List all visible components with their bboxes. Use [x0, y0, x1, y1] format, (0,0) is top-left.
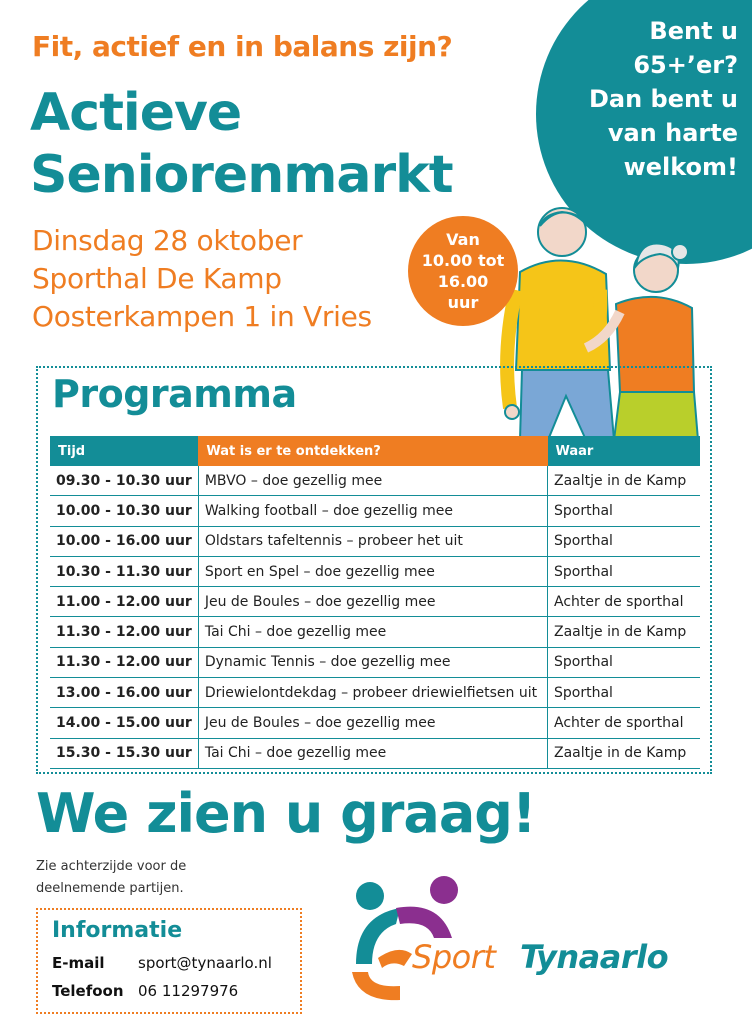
row-location: Achter de sporthal	[548, 587, 701, 617]
row-time: 15.30 - 15.30 uur	[50, 738, 198, 768]
row-time: 10.00 - 10.30 uur	[50, 496, 198, 526]
welcome-line-2: 65+’er?	[633, 51, 738, 79]
table-row	[50, 738, 700, 768]
row-location: Zaaltje in de Kamp	[548, 738, 701, 768]
info-title: Informatie	[52, 918, 183, 943]
row-activity: MBVO – doe gezellig mee	[198, 466, 547, 496]
slogan: We zien u graag!	[36, 782, 536, 845]
table-row	[50, 556, 700, 586]
table-row	[50, 587, 700, 617]
event-venue: Sporthal De Kamp	[32, 262, 282, 295]
table-row	[50, 496, 700, 526]
row-location: Sporthal	[548, 526, 701, 556]
row-time: 10.00 - 16.00 uur	[50, 526, 198, 556]
table-row	[50, 678, 700, 708]
column-header-time: Tijd	[50, 436, 198, 466]
row-time: 11.30 - 12.00 uur	[50, 647, 198, 677]
column-header-location: Waar	[548, 436, 701, 466]
row-location: Sporthal	[548, 647, 701, 677]
row-time: 10.30 - 11.30 uur	[50, 556, 198, 586]
row-location: Zaaltje in de Kamp	[548, 466, 701, 496]
welcome-line-3: Dan bent u	[588, 85, 738, 113]
event-kicker: Fit, actief en in balans zijn?	[32, 30, 453, 63]
row-location: Zaaltje in de Kamp	[548, 617, 701, 647]
time-badge	[408, 216, 518, 326]
row-activity: Tai Chi – doe gezellig mee	[198, 738, 547, 768]
time-badge-text: Van 10.00 tot 16.00 uur	[421, 230, 505, 312]
welcome-line-4: van harte	[607, 119, 738, 147]
welcome-line-1: Bent u	[649, 17, 738, 45]
phone-label: Telefoon	[52, 982, 124, 1000]
table-row	[50, 466, 700, 496]
event-date: Dinsdag 28 oktober	[32, 224, 303, 257]
email-label: E-mail	[52, 954, 105, 972]
row-activity: Dynamic Tennis – doe gezellig mee	[198, 647, 547, 677]
column-header-activity: Wat is er te ontdekken?	[198, 436, 547, 466]
table-row	[50, 526, 700, 556]
program-title: Programma	[52, 372, 297, 416]
row-time: 14.00 - 15.00 uur	[50, 708, 198, 738]
welcome-message	[560, 14, 738, 184]
row-location: Sporthal	[548, 678, 701, 708]
row-activity: Sport en Spel – doe gezellig mee	[198, 556, 547, 586]
row-activity: Jeu de Boules – doe gezellig mee	[198, 708, 547, 738]
row-time: 11.30 - 12.00 uur	[50, 617, 198, 647]
event-title	[30, 82, 453, 206]
table-row	[50, 617, 700, 647]
event-address: Oosterkampen 1 in Vries	[32, 300, 372, 333]
program-table	[50, 436, 700, 769]
row-time: 13.00 - 16.00 uur	[50, 678, 198, 708]
event-details	[32, 222, 372, 336]
row-activity: Oldstars tafeltennis – probeer het uit	[198, 526, 547, 556]
row-time: 11.00 - 12.00 uur	[50, 587, 198, 617]
table-row	[50, 647, 700, 677]
event-title-line-1: Actieve	[30, 83, 242, 143]
row-activity: Walking football – doe gezellig mee	[198, 496, 547, 526]
program-table-header	[50, 436, 700, 466]
row-activity: Driewielontdekdag – probeer driewielfietsen uit	[198, 678, 547, 708]
welcome-line-5: welkom!	[623, 153, 738, 181]
phone-number[interactable]: 06 11297976	[138, 982, 239, 1000]
logo-word-tynaarlo: Tynaarlo	[520, 938, 669, 976]
row-location: Achter de sporthal	[548, 708, 701, 738]
row-location: Sporthal	[548, 496, 701, 526]
participants-note: Zie achterzijde voor de deelnemende partijen.	[36, 859, 187, 896]
email-link[interactable]: sport@tynaarlo.nl	[138, 954, 272, 972]
row-location: Sporthal	[548, 556, 701, 586]
logo-word-sport: Sport	[412, 938, 496, 976]
row-activity: Jeu de Boules – doe gezellig mee	[198, 587, 547, 617]
row-activity: Tai Chi – doe gezellig mee	[198, 617, 547, 647]
table-row	[50, 708, 700, 738]
event-title-line-2: Seniorenmarkt	[30, 145, 453, 205]
sport-tynaarlo-logo-mark-icon	[348, 868, 458, 1004]
row-time: 09.30 - 10.30 uur	[50, 466, 198, 496]
